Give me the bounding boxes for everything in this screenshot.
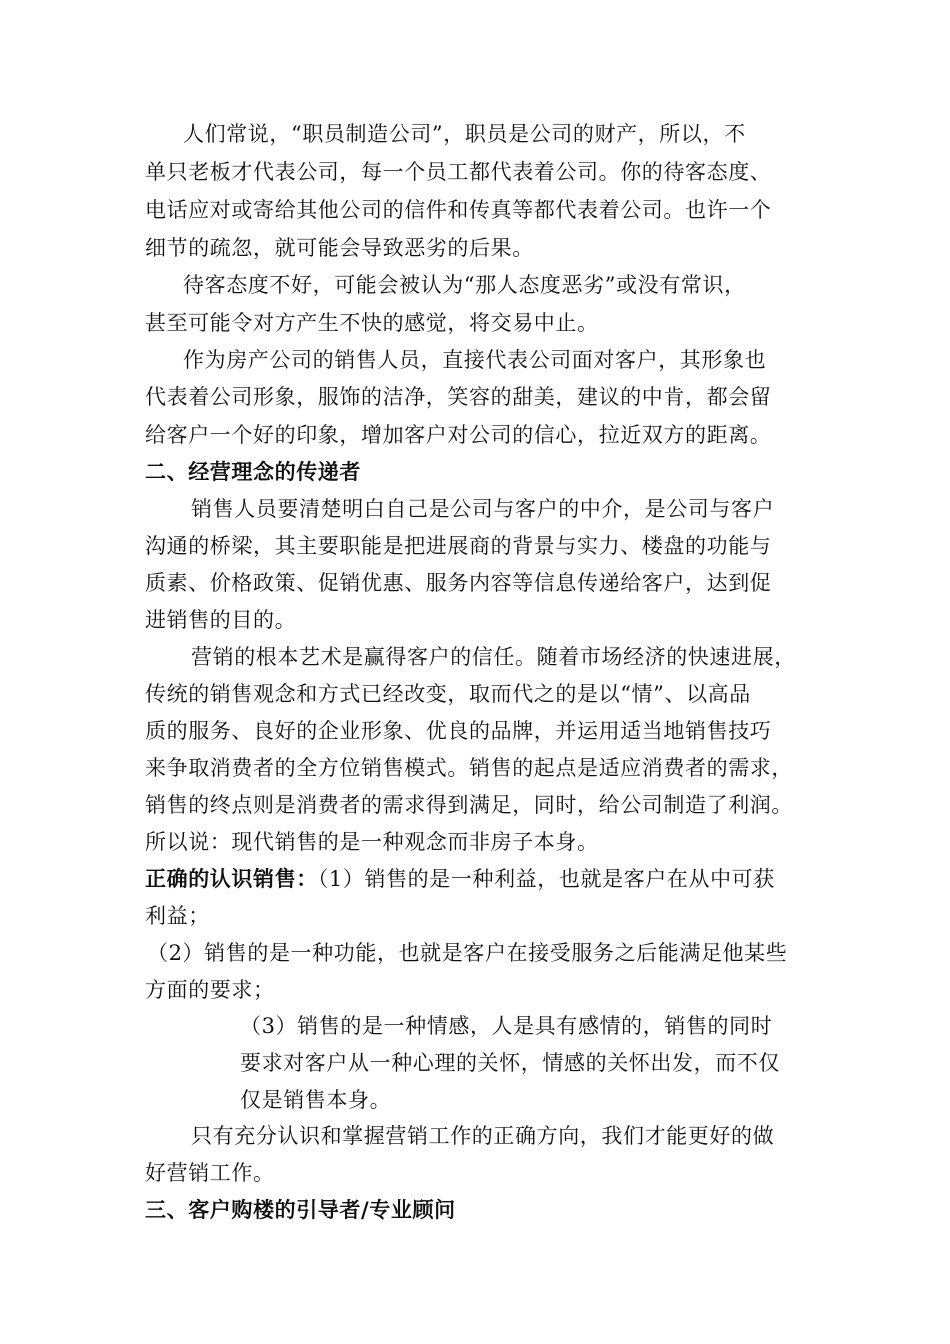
paragraph-line: 代表着公司形象，服饰的洁净，笑容的甜美，建议的中肯，都会留 bbox=[145, 385, 772, 409]
paragraph-line: 待客态度不好，可能会被认为“那人态度恶劣”或没有常识， bbox=[183, 273, 746, 297]
section-heading: 二、经营理念的传递者 bbox=[145, 459, 361, 484]
paragraph-line: 利益； bbox=[145, 904, 210, 928]
paragraph-line: 给客户一个好的印象，增加客户对公司的信心，拉近双方的距离。 bbox=[145, 423, 772, 447]
paragraph-line: 销售人员要清楚明白自己是公司与客户的中介，是公司与客户 bbox=[191, 497, 775, 521]
paragraph-line: 所以说：现代销售的是一种观念而非房子本身。 bbox=[145, 830, 599, 854]
paragraph-line: 传统的销售观念和方式已经改变，取而代之的是以“情”、以高品 bbox=[145, 682, 751, 706]
paragraph-line: 方面的要求； bbox=[145, 978, 275, 1002]
paragraph-line: 好营销工作。 bbox=[145, 1161, 275, 1185]
paragraph-line: 作为房产公司的销售人员，直接代表公司面对客户，其形象也 bbox=[183, 348, 767, 372]
paragraph-line: 单只老板才代表公司，每一个员工都代表着公司。你的待客态度、 bbox=[145, 160, 772, 184]
paragraph-line: 进销售的目的。 bbox=[145, 608, 297, 632]
paragraph-line: 只有充分认识和掌握营销工作的正确方向，我们才能更好的做 bbox=[191, 1124, 775, 1148]
paragraph-line: 人们常说，“职员制造公司”，职员是公司的财产，所以，不 bbox=[183, 122, 746, 146]
paragraph-line: 沟通的桥梁，其主要职能是把进展商的背景与实力、楼盘的功能与 bbox=[145, 534, 772, 558]
paragraph-line: 质的服务、良好的企业形象、优良的品牌，并运用适当地销售技巧 bbox=[145, 719, 772, 743]
paragraph-line: （3）销售的是一种情感，人是具有感情的，销售的同时 bbox=[240, 1014, 773, 1038]
bold-label: 正确的认识销售： bbox=[145, 866, 318, 891]
paragraph-line: 细节的疏忽，就可能会导致恶劣的后果。 bbox=[145, 236, 534, 260]
paragraph-line: 电话应对或寄给其他公司的信件和传真等都代表着公司。也许一个 bbox=[145, 198, 772, 222]
paragraph-line: 甚至可能令对方产生不快的感觉，将交易中止。 bbox=[145, 311, 599, 335]
paragraph-line: 要求对客户从一种心理的关怀，情感的关怀出发，而不仅 bbox=[240, 1051, 780, 1075]
paragraph-line: 销售的终点则是消费者的需求得到满足，同时，给公司制造了利润。 bbox=[145, 793, 793, 817]
paragraph-line bbox=[145, 866, 775, 892]
paragraph-line: 质素、价格政策、促销优惠、服务内容等信息传递给客户，达到促 bbox=[145, 571, 772, 595]
section-heading: 三、客户购楼的引导者/专业顾问 bbox=[145, 1197, 456, 1222]
paragraph-line: 来争取消费者的全方位销售模式。销售的起点是适应消费者的需求， bbox=[145, 756, 793, 780]
paragraph-line: 营销的根本艺术是赢得客户的信任。随着市场经济的快速进展， bbox=[191, 645, 796, 669]
inline-text: （1）销售的是一种利益，也就是客户在从中可获 bbox=[317, 867, 775, 891]
paragraph-line: 仅是销售本身。 bbox=[240, 1088, 392, 1112]
paragraph-line: （2）销售的是一种功能，也就是客户在接受服务之后能满足他某些 bbox=[147, 941, 788, 965]
